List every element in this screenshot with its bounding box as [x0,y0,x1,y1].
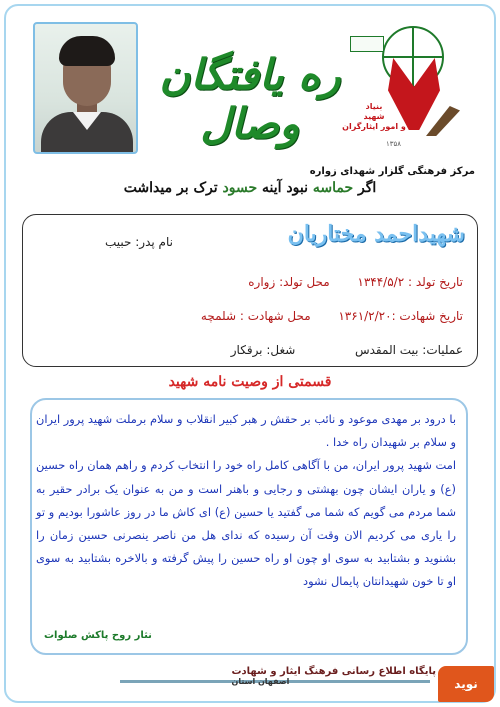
martyr-photo [33,22,138,154]
badge-icon [350,36,384,52]
will-heading: قسمتی از وصیت نامه شهید [168,374,332,390]
logo-year: ۱۳۵۸ [385,140,401,148]
will-text [36,408,456,594]
foundation-logo [309,18,485,177]
operation-row: عملیات: بیت المقدس شغل: برقکار [230,343,463,357]
will-paragraph: با درود بر مهدی موعود و نائب بر حقش ر هبر کبیر انقلاب و سلام برملت شهید پرور ایران و سلام بر شهیدان راه خدا . [36,412,456,450]
will-paragraph: امت شهید پرور ایران، من با آگاهی کامل راه خود را انتخاب کردم و راهم همان راه حسین (ع) و یاران ایشان چون بهشتی و رجایی و باهنر است و من به عنوان یک برادر حقیر به شما مردم می گویم که شما می گفتید یا حسین (ع) ای کاش ما در روز عاشورا بودیم و تو را یاری می کردیم الان وقت آن رسیده که ندای هل من ناصر ینصرنی حسین زمان را بشنوید و بشتابید به سوی او چون او راه حسین را پیش گرفته و بالاخره بشتابید به سوی او تا خون شهیدانتان پایمال نشود [36,458,456,589]
center-name: مرکز فرهنگی گلزار شهدای زواره [309,166,475,177]
footer-site: پایگاه اطلاع رسانی فرهنگ ایثار و شهادت اصفهان استان [231,666,436,686]
info-box [22,214,478,367]
father-name: نام پدر: حبیب [105,235,173,249]
martyr-name: شهیداحمد مختاریان [287,221,465,247]
logo-text: بنیاد شهید و امور ایثارگران [342,102,406,131]
birth-row: تاریخ تولد : ۱۳۴۴/۵/۲ محل تولد: زواره [248,275,463,289]
signoff: نثار روح پاکش صلوات [44,630,152,641]
page-title: ره یافتگان وصال [159,50,341,148]
quote-line: اگر حماسه نبود آینه حسود ترک بر میداشت [123,180,377,196]
martyrdom-row: تاریخ شهادت :۱۳۶۱/۲/۲۰ محل شهادت : شلمچه [200,309,463,323]
footer-logo: نوید [438,666,494,702]
will-box [30,398,468,655]
rifle-icon [426,106,460,136]
